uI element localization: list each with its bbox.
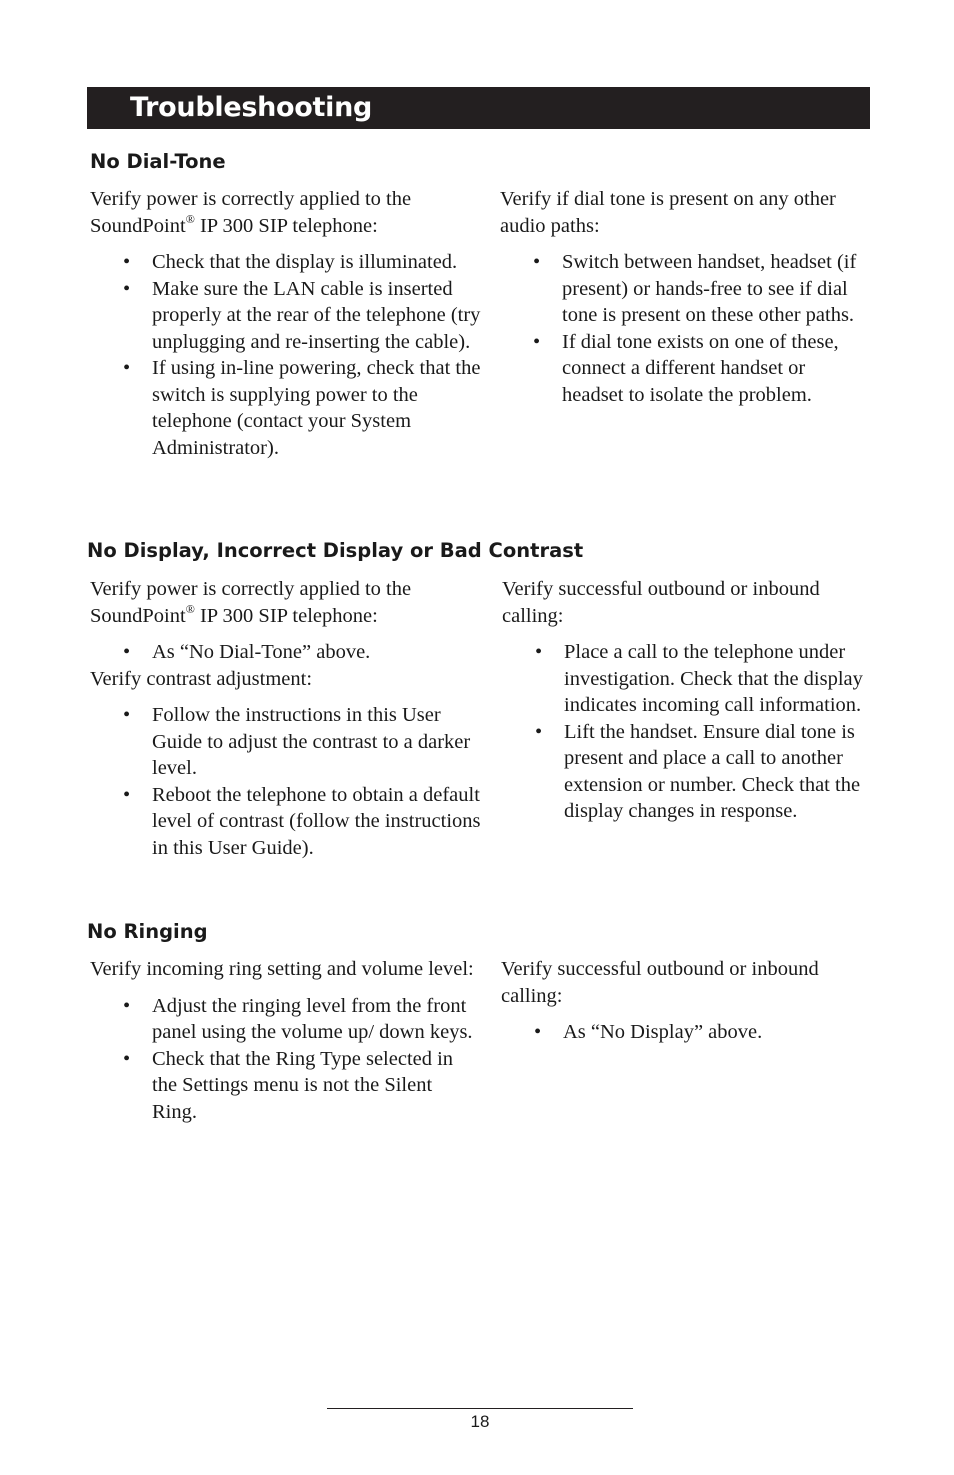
list-item: • Check that the Ring Type selected in the Settings menu is not the Silent Ring. bbox=[90, 1046, 482, 1126]
no-dial-tone-right-column bbox=[500, 186, 870, 408]
list-item: • Lift the handset. Ensure dial tone is present and place a call to another extension or number. Check that the display changes in response. bbox=[502, 719, 870, 825]
list-item: • Switch between handset, headset (if present) or hands-free to see if dial tone is present on these other paths. bbox=[500, 249, 870, 329]
bullet-list bbox=[502, 639, 870, 825]
list-item: • Follow the instructions in this User Guide to adjust the contrast to a darker level. bbox=[90, 702, 482, 782]
footer-divider bbox=[327, 1408, 633, 1409]
list-item: • If dial tone exists on one of these, connect a different handset or headset to isolate the problem. bbox=[500, 329, 870, 409]
list-item: • Place a call to the telephone under investigation. Check that the display indicates incoming call information. bbox=[502, 639, 870, 719]
intro-paragraph: Verify incoming ring setting and volume level: bbox=[90, 958, 474, 980]
list-item: • Check that the display is illuminated. bbox=[90, 249, 482, 276]
bullet-list bbox=[500, 249, 870, 408]
page-number: 18 bbox=[470, 1412, 490, 1431]
list-item: • Adjust the ringing level from the front panel using the volume up/ down keys. bbox=[90, 993, 482, 1046]
title-banner bbox=[87, 87, 870, 129]
intro-paragraph: Verify contrast adjustment: bbox=[90, 667, 313, 690]
intro-paragraph: Verify successful outbound or inbound calling: bbox=[501, 958, 819, 1007]
no-ringing-left-column bbox=[90, 956, 482, 1125]
intro-paragraph: Verify power is correctly applied to the SoundPoint® IP 300 SIP telephone: bbox=[90, 188, 412, 237]
list-item: • As “No Display” above. bbox=[501, 1019, 870, 1046]
bullet-list bbox=[90, 639, 482, 666]
section-heading-no-ringing: No Ringing bbox=[87, 920, 208, 943]
intro-paragraph: Verify power is correctly applied to the SoundPoint® IP 300 SIP telephone: bbox=[90, 578, 412, 627]
list-item: • Make sure the LAN cable is inserted properly at the rear of the telephone (try unplugging and re-inserting the cable). bbox=[90, 276, 482, 356]
section-heading-no-dial-tone: No Dial-Tone bbox=[90, 150, 226, 173]
list-item: • As “No Dial-Tone” above. bbox=[90, 639, 482, 666]
intro-paragraph: Verify successful outbound or inbound calling: bbox=[502, 578, 820, 627]
bullet-list bbox=[90, 993, 482, 1126]
intro-paragraph: Verify if dial tone is present on any other audio paths: bbox=[500, 188, 836, 237]
section-heading-no-display: No Display, Incorrect Display or Bad Contrast bbox=[87, 539, 584, 562]
list-item: • If using in-line powering, check that the switch is supplying power to the telephone (contact your System Administrator). bbox=[90, 355, 482, 461]
registered-mark: ® bbox=[185, 211, 195, 226]
page-title: Troubleshooting bbox=[130, 92, 373, 123]
no-ringing-right-column bbox=[501, 956, 870, 1046]
bullet-list bbox=[501, 1019, 870, 1046]
registered-mark: ® bbox=[185, 601, 195, 616]
no-display-left-column bbox=[90, 576, 482, 861]
no-display-right-column bbox=[502, 576, 870, 825]
list-item: • Reboot the telephone to obtain a default level of contrast (follow the instructions in this User Guide). bbox=[90, 782, 482, 862]
bullet-list bbox=[90, 702, 482, 861]
no-dial-tone-left-column bbox=[90, 186, 482, 461]
bullet-list bbox=[90, 249, 482, 461]
